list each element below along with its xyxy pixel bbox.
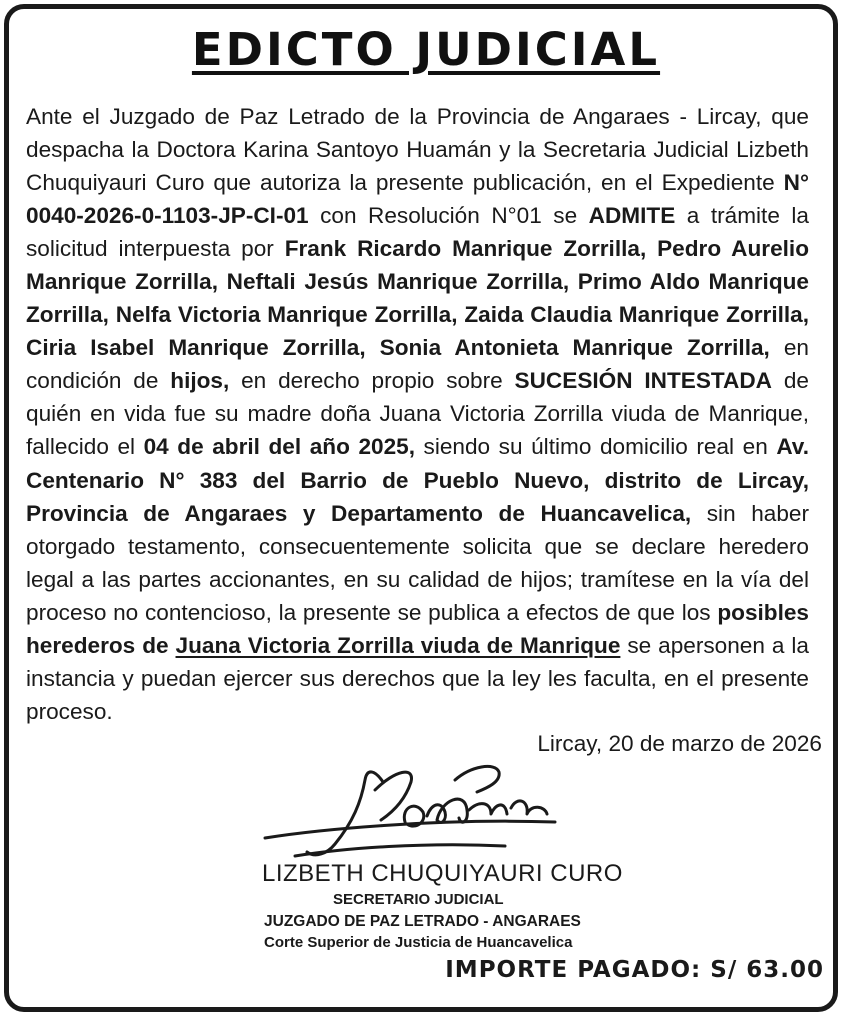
- death-date: 04 de abril del año 2025,: [143, 434, 415, 460]
- stamp-corte: Corte Superior de Justicia de Huancavelica: [264, 934, 573, 951]
- stamp-role: SECRETARIO JUDICIAL: [333, 891, 504, 908]
- body-text-segment: a trámite la solicitud interpuesta por: [26, 203, 809, 262]
- last-address: Av. Centenario N° 383 del Barrio de Pueblo Nuevo, distrito de Lircay, Provincia de Angaraes y Departamento de Huancavelica,: [26, 434, 809, 526]
- signature-mark: [255, 760, 565, 872]
- deceased-name: Juana Victoria Zorrilla viuda de Manrique: [175, 632, 621, 658]
- body-text-segment: sin haber otorgado testamento, consecuentemente solicita que se declare heredero legal a las partes accionantes, en su calidad de hijos; tramítese en la vía del proceso no contencioso, la presente se publica a efectos de que los: [26, 500, 809, 625]
- expediente-number: N° 0040-2026-0-1103-JP-CI-01: [26, 170, 809, 229]
- applicants-list: Frank Ricardo Manrique Zorrilla, Pedro Aurelio Manrique Zorrilla, Neftali Jesús Manrique Zorrilla, Primo Aldo Manrique Zorrilla, Nelfa Victoria Manrique Zorrilla, Zaida Claudia Manrique Zorrilla, Ciria Isabel Manrique Zorrilla, Sonia Antonieta Manrique Zorrilla,: [26, 236, 809, 361]
- body-text-segment: se apersonen a la instancia y puedan ejercer sus derechos que la ley les faculta, en el presente proceso.: [26, 632, 809, 724]
- title-text: EDICTO JUDICIAL: [191, 23, 661, 76]
- heirs-phrase: posibles herederos de: [26, 599, 809, 658]
- body-text-segment: en condición de: [26, 335, 809, 394]
- date-line: Lircay, 20 de marzo de 2026: [537, 731, 822, 756]
- admite-keyword: ADMITE: [588, 203, 676, 229]
- body-text-segment: de quién en vida fue su madre doña Juana Victoria Zorrilla viuda de Manrique, fallecido el: [26, 368, 809, 460]
- importe-pagado: IMPORTE PAGADO: S/ 63.00: [445, 957, 824, 983]
- page-title: [0, 22, 852, 78]
- case-type: SUCESIÓN INTESTADA: [514, 368, 772, 394]
- body-text-segment: Ante el Juzgado de Paz Letrado de la Provincia de Angaraes - Lircay, que despacha la Doctora Karina Santoyo Huamán y la Secretaria Judicial Lizbeth Chuquiyauri Curo que autoriza la presente publicación, en el Expediente: [26, 104, 809, 196]
- body-text-segment: con Resolución N°01 se: [308, 203, 589, 229]
- stamp-name: LIZBETH CHUQUIYAURI CURO: [262, 860, 623, 887]
- edict-body: [26, 100, 809, 728]
- stamp-court: JUZGADO DE PAZ LETRADO - ANGARAES: [264, 913, 581, 930]
- condition-keyword: hijos,: [170, 368, 230, 394]
- body-text-segment: en derecho propio sobre: [229, 368, 515, 394]
- body-text-segment: siendo su último domicilio real en: [414, 434, 777, 460]
